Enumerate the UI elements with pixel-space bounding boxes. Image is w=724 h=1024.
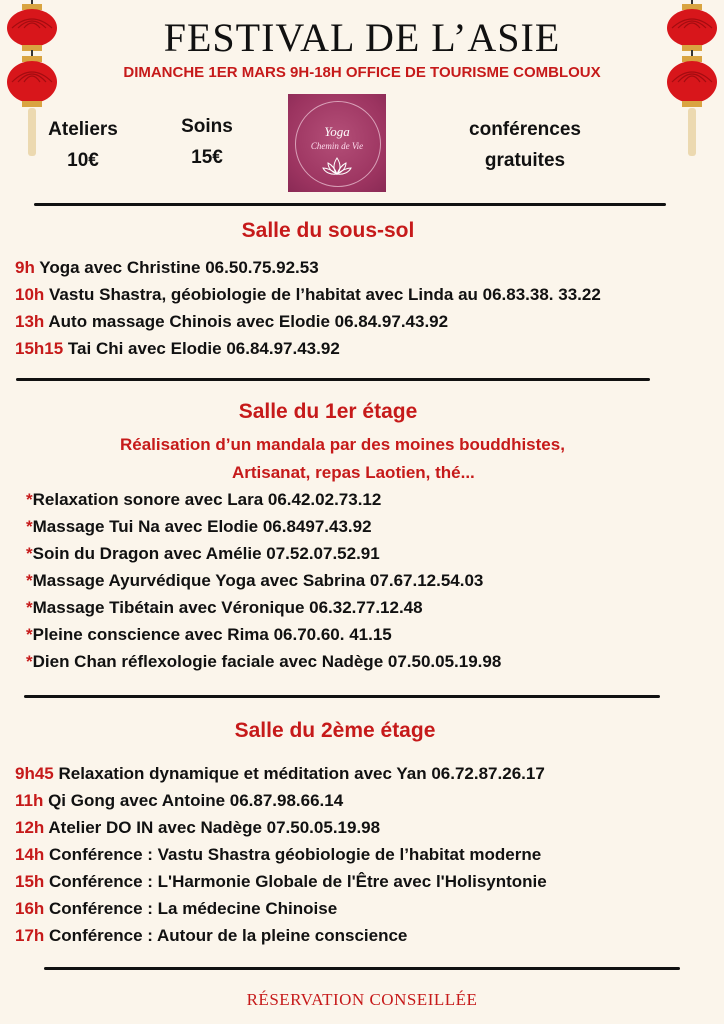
schedule-time: 15h15 [15, 339, 64, 358]
schedule-row [15, 899, 337, 919]
treatment-item [26, 490, 381, 510]
soins-price: 15€ [191, 147, 223, 168]
yoga-chemin-de-vie-logo [288, 94, 386, 192]
schedule-text: Conférence : Autour de la pleine conscience [44, 926, 408, 945]
divider [34, 203, 666, 206]
treatment-item [26, 517, 372, 537]
treatment-item [26, 544, 380, 564]
activity-note: Réalisation d’un mandala par des moines bouddhistes, [120, 435, 565, 454]
treatment-item [26, 652, 501, 672]
divider [16, 378, 650, 381]
schedule-time: 12h [15, 818, 45, 837]
schedule-text: Conférence : L'Harmonie Globale de l'Être avec l'Holisyntonie [44, 872, 547, 891]
schedule-row [15, 791, 343, 811]
treatment-text: Dien Chan réflexologie faciale avec Nadège 07.50.05.19.98 [32, 652, 502, 671]
schedule-text: Atelier DO IN avec Nadège 07.50.05.19.98 [44, 818, 381, 837]
schedule-row [15, 764, 545, 784]
section-title-sous-sol: Salle du sous-sol [241, 219, 415, 242]
bullet-star: * [26, 625, 33, 644]
ateliers-price: 10€ [67, 150, 99, 171]
treatment-text: Massage Tibétain avec Véronique 06.32.77.12.48 [32, 598, 423, 617]
soins-price-block [152, 111, 262, 173]
bullet-star: * [26, 544, 33, 563]
treatment-text: Pleine conscience avec Rima 06.70.60. 41.15 [32, 625, 392, 644]
treatment-text: Massage Ayurvédique Yoga avec Sabrina 07.67.12.54.03 [32, 571, 484, 590]
treatment-item [26, 598, 423, 618]
schedule-row [15, 258, 319, 278]
schedule-text: Conférence : Vastu Shastra géobiologie de l’habitat moderne [44, 845, 542, 864]
divider [24, 695, 660, 698]
page-title: FESTIVAL DE L’ASIE [163, 15, 561, 60]
schedule-row [15, 818, 380, 838]
activity-note: Artisanat, repas Laotien, thé... [232, 463, 475, 482]
treatment-item [26, 625, 392, 645]
schedule-time: 14h [15, 845, 45, 864]
schedule-time: 9h45 [15, 764, 54, 783]
schedule-time: 9h [15, 258, 35, 277]
conferences-label: conférences [469, 119, 581, 140]
schedule-row [15, 285, 601, 305]
schedule-row [15, 312, 448, 332]
treatment-text: Massage Tui Na avec Elodie 06.8497.43.92 [32, 517, 372, 536]
schedule-text: Tai Chi avec Elodie 06.84.97.43.92 [63, 339, 340, 358]
divider [44, 967, 680, 970]
reservation-note: RÉSERVATION CONSEILLÉE [246, 990, 478, 1009]
section-title-2eme-etage: Salle du 2ème étage [234, 719, 436, 742]
schedule-time: 11h [15, 791, 44, 810]
schedule-text: Relaxation dynamique et méditation avec Yan 06.72.87.26.17 [53, 764, 545, 783]
ateliers-price-block [28, 114, 138, 176]
conferences-price-block [430, 114, 620, 176]
treatment-text: Relaxation sonore avec Lara 06.42.02.73.12 [32, 490, 382, 509]
schedule-text: Conférence : La médecine Chinoise [44, 899, 338, 918]
logo-line1: Yoga [324, 124, 350, 139]
bullet-star: * [26, 490, 33, 509]
schedule-row [15, 926, 407, 946]
section-title-1er-etage: Salle du 1er étage [238, 400, 418, 423]
event-subtitle: DIMANCHE 1ER MARS 9H-18H OFFICE DE TOURISME COMBLOUX [123, 64, 601, 81]
bullet-star: * [26, 598, 33, 617]
schedule-text: Auto massage Chinois avec Elodie 06.84.97.43.92 [44, 312, 449, 331]
conferences-free: gratuites [484, 150, 566, 171]
bullet-star: * [26, 652, 33, 671]
schedule-text: Yoga avec Christine 06.50.75.92.53 [34, 258, 319, 277]
bullet-star: * [26, 517, 33, 536]
soins-label: Soins [181, 116, 233, 137]
schedule-text: Qi Gong avec Antoine 06.87.98.66.14 [43, 791, 344, 810]
schedule-time: 15h [15, 872, 45, 891]
schedule-time: 17h [15, 926, 45, 945]
treatment-text: Soin du Dragon avec Amélie 07.52.07.52.91 [32, 544, 380, 563]
treatment-item [26, 571, 483, 591]
bullet-star: * [26, 571, 33, 590]
schedule-row [15, 872, 547, 892]
schedule-row [15, 339, 340, 359]
schedule-text: Vastu Shastra, géobiologie de l’habitat avec Linda au 06.83.38. 33.22 [44, 285, 601, 304]
schedule-time: 10h [15, 285, 45, 304]
schedule-time: 16h [15, 899, 45, 918]
ateliers-label: Ateliers [48, 119, 118, 140]
schedule-time: 13h [15, 312, 45, 331]
lotus-icon [322, 156, 352, 178]
logo-line2: Chemin de Vie [310, 141, 364, 151]
schedule-row [15, 845, 541, 865]
